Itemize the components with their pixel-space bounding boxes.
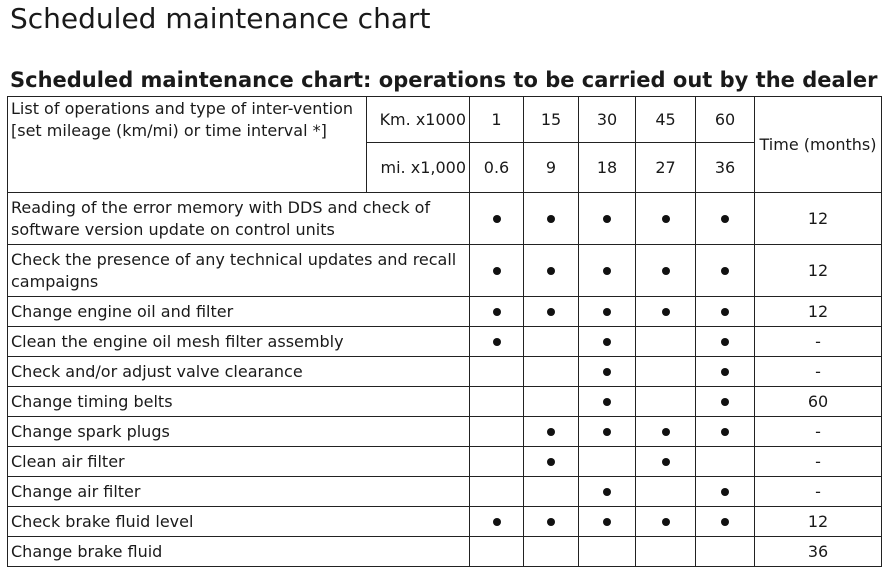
interval-cell — [696, 357, 755, 387]
operation-cell: Change brake fluid — [8, 537, 470, 567]
operation-cell: Change timing belts — [8, 387, 470, 417]
check-dot-icon — [493, 308, 501, 316]
check-dot-icon — [493, 215, 501, 223]
check-dot-icon — [662, 308, 670, 316]
km-value: 45 — [636, 97, 696, 143]
interval-cell — [579, 387, 636, 417]
operations-header: List of operations and type of inter-vention [set mileage (km/mi) or time interval *] — [8, 97, 367, 193]
time-cell: - — [755, 357, 882, 387]
check-dot-icon — [493, 267, 501, 275]
mi-value: 18 — [579, 143, 636, 193]
mi-value: 0.6 — [470, 143, 524, 193]
operation-cell: Reading of the error memory with DDS and check of software version update on control units — [8, 193, 470, 245]
check-dot-icon — [603, 308, 611, 316]
km-value: 1 — [470, 97, 524, 143]
interval-cell — [470, 447, 524, 477]
interval-cell — [579, 193, 636, 245]
check-dot-icon — [603, 518, 611, 526]
operation-cell: Change spark plugs — [8, 417, 470, 447]
km-label: Km. x1000 — [367, 97, 470, 143]
time-header: Time (months) — [755, 97, 882, 193]
check-dot-icon — [547, 428, 555, 436]
interval-cell — [579, 417, 636, 447]
interval-cell — [470, 193, 524, 245]
check-dot-icon — [547, 458, 555, 466]
interval-cell — [579, 447, 636, 477]
interval-cell — [524, 245, 579, 297]
check-dot-icon — [547, 308, 555, 316]
operation-cell: Clean air filter — [8, 447, 470, 477]
check-dot-icon — [662, 215, 670, 223]
interval-cell — [636, 537, 696, 567]
mi-value: 27 — [636, 143, 696, 193]
time-cell: 12 — [755, 297, 882, 327]
time-cell: 12 — [755, 193, 882, 245]
check-dot-icon — [721, 215, 729, 223]
interval-cell — [579, 245, 636, 297]
check-dot-icon — [662, 267, 670, 275]
table-row — [8, 447, 882, 477]
check-dot-icon — [493, 338, 501, 346]
mi-value: 36 — [696, 143, 755, 193]
table-row — [8, 245, 882, 297]
table-row — [8, 327, 882, 357]
table-caption: Scheduled maintenance chart: operations to be carried out by the dealer — [10, 68, 878, 92]
interval-cell — [636, 447, 696, 477]
operation-cell: Clean the engine oil mesh filter assembly — [8, 327, 470, 357]
time-cell: - — [755, 447, 882, 477]
header-row-km — [8, 97, 882, 143]
km-value: 60 — [696, 97, 755, 143]
km-value: 15 — [524, 97, 579, 143]
check-dot-icon — [603, 428, 611, 436]
check-dot-icon — [721, 267, 729, 275]
mi-label: mi. x1,000 — [367, 143, 470, 193]
interval-cell — [696, 193, 755, 245]
check-dot-icon — [721, 398, 729, 406]
check-dot-icon — [721, 368, 729, 376]
interval-cell — [636, 245, 696, 297]
check-dot-icon — [721, 308, 729, 316]
check-dot-icon — [721, 338, 729, 346]
interval-cell — [524, 477, 579, 507]
table-row — [8, 387, 882, 417]
interval-cell — [636, 417, 696, 447]
check-dot-icon — [547, 518, 555, 526]
table-row — [8, 357, 882, 387]
interval-cell — [636, 477, 696, 507]
operation-cell: Change air filter — [8, 477, 470, 507]
time-cell: 12 — [755, 507, 882, 537]
check-dot-icon — [603, 215, 611, 223]
table-body — [8, 97, 882, 567]
interval-cell — [524, 537, 579, 567]
interval-cell — [524, 417, 579, 447]
table-row — [8, 477, 882, 507]
time-cell: - — [755, 327, 882, 357]
check-dot-icon — [547, 215, 555, 223]
check-dot-icon — [493, 518, 501, 526]
check-dot-icon — [603, 338, 611, 346]
mi-value: 9 — [524, 143, 579, 193]
interval-cell — [696, 537, 755, 567]
interval-cell — [696, 387, 755, 417]
interval-cell — [579, 537, 636, 567]
interval-cell — [696, 245, 755, 297]
check-dot-icon — [721, 428, 729, 436]
interval-cell — [524, 297, 579, 327]
time-cell: - — [755, 477, 882, 507]
check-dot-icon — [603, 488, 611, 496]
interval-cell — [524, 357, 579, 387]
interval-cell — [696, 447, 755, 477]
time-cell: 36 — [755, 537, 882, 567]
interval-cell — [524, 387, 579, 417]
interval-cell — [696, 477, 755, 507]
table-row — [8, 417, 882, 447]
page-title: Scheduled maintenance chart — [10, 2, 431, 35]
interval-cell — [696, 417, 755, 447]
interval-cell — [470, 477, 524, 507]
check-dot-icon — [603, 267, 611, 275]
table-row — [8, 537, 882, 567]
interval-cell — [524, 447, 579, 477]
interval-cell — [636, 327, 696, 357]
interval-cell — [524, 193, 579, 245]
interval-cell — [636, 387, 696, 417]
interval-cell — [696, 327, 755, 357]
km-value: 30 — [579, 97, 636, 143]
check-dot-icon — [603, 398, 611, 406]
interval-cell — [470, 357, 524, 387]
maintenance-table — [7, 96, 882, 567]
interval-cell — [579, 357, 636, 387]
interval-cell — [470, 507, 524, 537]
check-dot-icon — [721, 488, 729, 496]
check-dot-icon — [662, 458, 670, 466]
interval-cell — [696, 507, 755, 537]
time-cell: 12 — [755, 245, 882, 297]
time-cell: - — [755, 417, 882, 447]
check-dot-icon — [547, 267, 555, 275]
interval-cell — [470, 245, 524, 297]
interval-cell — [524, 327, 579, 357]
interval-cell — [470, 297, 524, 327]
interval-cell — [524, 507, 579, 537]
table-row — [8, 297, 882, 327]
interval-cell — [636, 507, 696, 537]
interval-cell — [636, 193, 696, 245]
table-row — [8, 193, 882, 245]
interval-cell — [470, 327, 524, 357]
check-dot-icon — [662, 428, 670, 436]
interval-cell — [579, 297, 636, 327]
interval-cell — [579, 327, 636, 357]
operation-cell: Check the presence of any technical updates and recall campaigns — [8, 245, 470, 297]
interval-cell — [470, 387, 524, 417]
interval-cell — [470, 537, 524, 567]
check-dot-icon — [662, 518, 670, 526]
interval-cell — [579, 507, 636, 537]
operation-cell: Check brake fluid level — [8, 507, 470, 537]
interval-cell — [470, 417, 524, 447]
interval-cell — [579, 477, 636, 507]
check-dot-icon — [603, 368, 611, 376]
operation-cell: Check and/or adjust valve clearance — [8, 357, 470, 387]
interval-cell — [636, 357, 696, 387]
interval-cell — [636, 297, 696, 327]
check-dot-icon — [721, 518, 729, 526]
time-cell: 60 — [755, 387, 882, 417]
table-row — [8, 507, 882, 537]
operation-cell: Change engine oil and filter — [8, 297, 470, 327]
interval-cell — [696, 297, 755, 327]
